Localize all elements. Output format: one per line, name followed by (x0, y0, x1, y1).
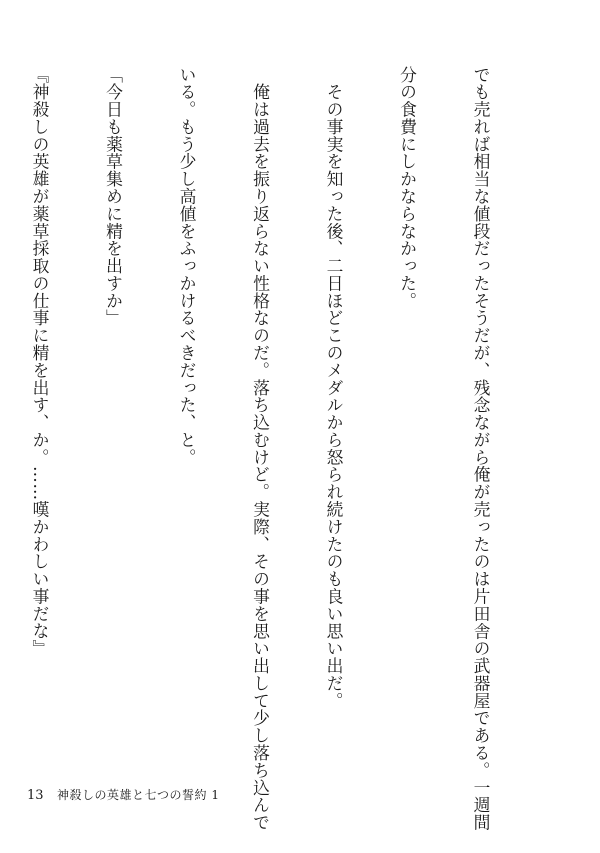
text-column: 『神殺しの英雄が薬草採取の仕事に精を出す、か。……嘆かわしい事だな』 (30, 66, 50, 658)
page-footer (27, 788, 219, 803)
text-column: でも売れば相当な値段だったそうだが、残念ながら俺が売ったのは片田舎の武器屋である。一週間 (471, 66, 491, 832)
text-column: 俺は過去を振り返らない性格なのだ。落ち込むけど。実際、その事を思い出して少し落ち込んで (250, 66, 271, 832)
text-column: 分の食費にしかならなかった。 (397, 66, 418, 310)
text-column: その事実を知った後、二日ほどこのメダルから怒られ続けたのも良い思い出だ。 (324, 66, 344, 710)
running-title: 神殺しの英雄と七つの誓約 1 (57, 788, 220, 802)
page-number: 13 (27, 788, 44, 803)
text-column: 「今日も薬草集めに精を出すか」 (103, 66, 124, 327)
text-column: いる。もう少し高値をふっかけるべきだった、と。 (177, 66, 197, 466)
